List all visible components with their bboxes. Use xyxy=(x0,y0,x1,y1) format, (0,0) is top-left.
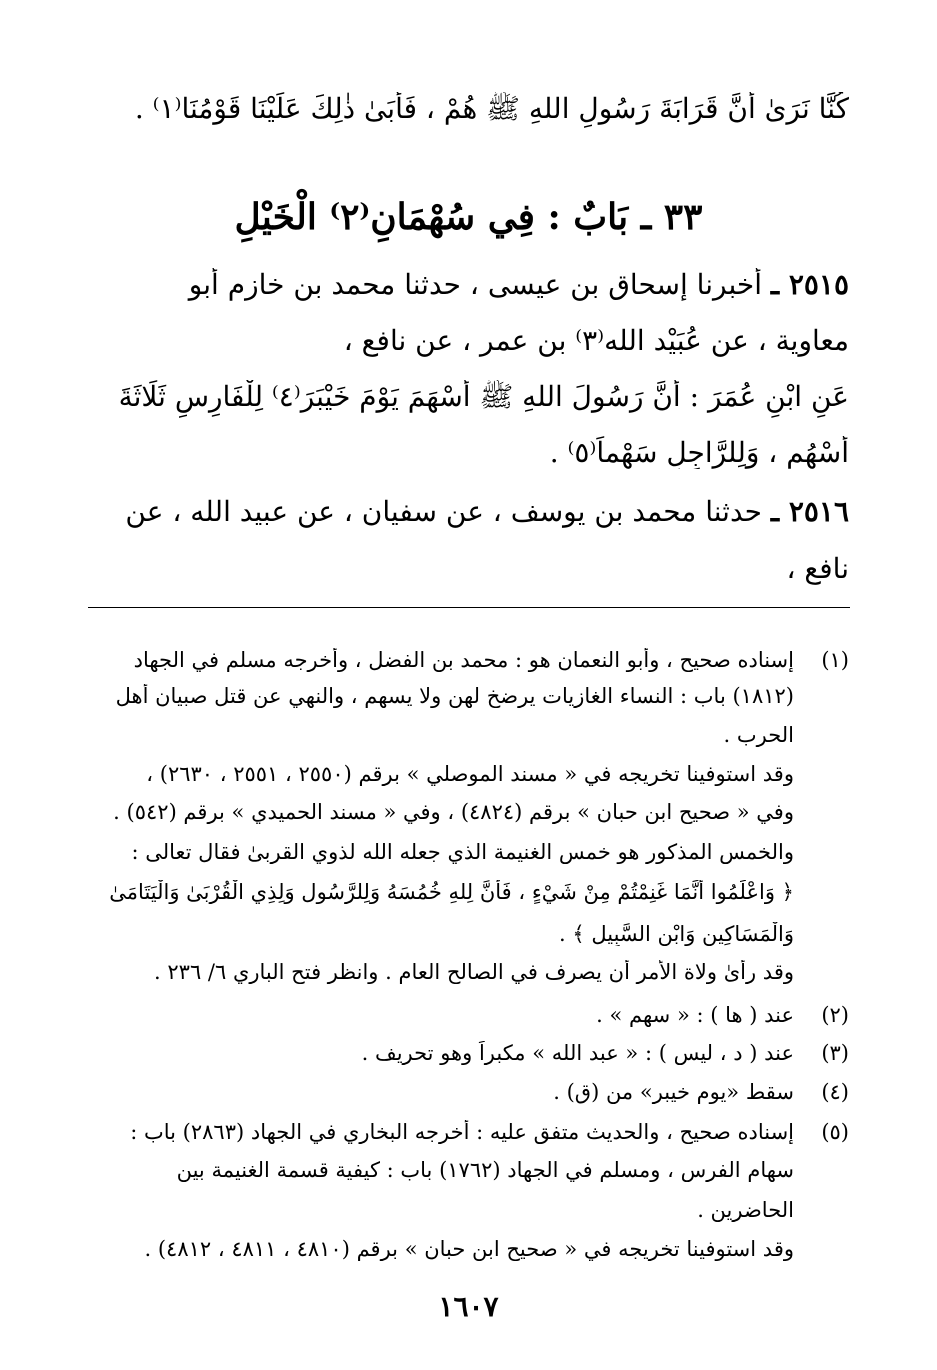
chapter-heading: ٣٣ ـ بَابٌ : فِي سُهْمَانِ⁽٢⁾ الْخَيْلِ xyxy=(234,196,703,238)
hadith-2516-line-1 xyxy=(78,495,849,528)
footnote-number: (٢) xyxy=(821,1003,849,1027)
hadith-number: ٢٥١٥ ـ xyxy=(770,268,849,301)
footnote-5-line-3: الحاضرين . xyxy=(697,1198,794,1222)
footnote-separator xyxy=(88,607,850,608)
footnote-1-line-2: (١٨١٢) باب : النساء الغازيات يرضخ لهن ولا يسهم ، والنهي عن قتل صبيان أهل xyxy=(115,684,794,708)
footnote-1-quran-line-1: ﴿ وَاعْلَمُوا أَنَّمَا غَنِمْتُمْ مِنْ شَيْءٍ ، فَأَنَّ لِلهِ خُمُسَهُ وَلِلرَّسُولِ وَلِذِي الْقُرْبَىٰ وَالْيَتَامَىٰ xyxy=(109,880,794,904)
footnote-number: (١) xyxy=(821,648,849,672)
footnote-1 xyxy=(78,648,849,680)
footnote-5-line-4: وقد استوفينا تخريجه في « صحيح ابن حبان » برقم (٤٨١٠ ، ٤٨١١ ، ٤٨١٢) . xyxy=(144,1237,794,1261)
footnote-text: إسناده صحيح ، وأبو النعمان هو : محمد بن الفضل ، وأخرجه مسلم في الجهاد xyxy=(133,648,794,672)
hadith-2516-line-2: نافع ، xyxy=(786,552,849,585)
footnote-text: عند ( د ، ليس ) : « عبد الله » مكبراً وهو تحريف . xyxy=(361,1041,794,1065)
footnote-1-line-4: وقد استوفينا تخريجه في « مسند الموصلي » برقم (٢٥٥٠ ، ٢٥٥١ ، ٢٦٣٠) ، xyxy=(146,762,794,786)
hadith-text: حدثنا محمد بن يوسف ، عن سفيان ، عن عبيد الله ، عن xyxy=(125,495,762,528)
hadith-2515-line-1 xyxy=(78,268,849,301)
page-number: ١٦٠٧ xyxy=(438,1290,499,1323)
footnote-text: إسناده صحيح ، والحديث متفق عليه : أخرجه البخاري في الجهاد (٢٨٦٣) باب : xyxy=(130,1120,794,1144)
hadith-2515-line-4: أَسْهُمٍ ، وَلِلرَّاجِلِ سَهْماً⁽٥⁾ . xyxy=(549,436,849,469)
footnote-1-quran-line-2: وَالْمَسَاكِينِ وَابْنِ السَّبِيلِ ﴾ . xyxy=(559,922,794,946)
footnote-1-line-3: الحرب . xyxy=(723,723,794,747)
footnote-text: سقط «يوم خيبر» من (ق) . xyxy=(553,1080,794,1104)
hadith-number: ٢٥١٦ ـ xyxy=(770,495,849,528)
top-text-line: كُنَّا نَرَىٰ أَنَّ قَرَابَةَ رَسُولِ اللهِ ﷺ هُمْ ، فَأَبَىٰ ذٰلِكَ عَلَيْنَا قَوْمُنَا⁽١⁾ . xyxy=(134,92,849,125)
footnote-number: (٤) xyxy=(821,1080,849,1104)
footnote-number: (٣) xyxy=(821,1041,849,1065)
footnote-5-line-2: سهام الفرس ، ومسلم في الجهاد (١٧٦٢) باب : كيفية قسمة الغنيمة بين xyxy=(176,1158,794,1182)
footnote-3 xyxy=(78,1041,849,1073)
footnote-text: عند ( ها ) : « سهم » . xyxy=(596,1003,794,1027)
footnote-1-line-9: وقد رأىٰ ولاة الأمر أن يصرف في الصالح العام . وانظر فتح الباري ٦/ ٢٣٦ . xyxy=(154,960,794,984)
hadith-2515-line-2: معاوية ، عن عُبَيْد الله⁽٣⁾ بن عمر ، عن نافع ، xyxy=(343,324,849,357)
footnote-1-line-6: والخمس المذكور هو خمس الغنيمة الذي جعله الله لذوي القربىٰ فقال تعالى : xyxy=(131,840,794,864)
footnote-1-line-5: وفي « صحيح ابن حبان » برقم (٤٨٢٤) ، وفي « مسند الحميدي » برقم (٥٤٢) . xyxy=(113,800,794,824)
footnote-number: (٥) xyxy=(821,1120,849,1144)
hadith-text: أخبرنا إسحاق بن عيسى ، حدثنا محمد بن خازم أبو xyxy=(188,268,762,301)
footnote-2 xyxy=(78,1003,849,1035)
footnote-4 xyxy=(78,1080,849,1112)
hadith-2515-line-3: عَنِ ابْنِ عُمَرَ : أَنَّ رَسُولَ اللهِ ﷺ أَسْهَمَ يَوْمَ خَيْبَرَ⁽٤⁾ لِلْفَارِسِ ثَلَاثَةَ xyxy=(118,380,849,413)
footnote-5 xyxy=(78,1120,849,1152)
